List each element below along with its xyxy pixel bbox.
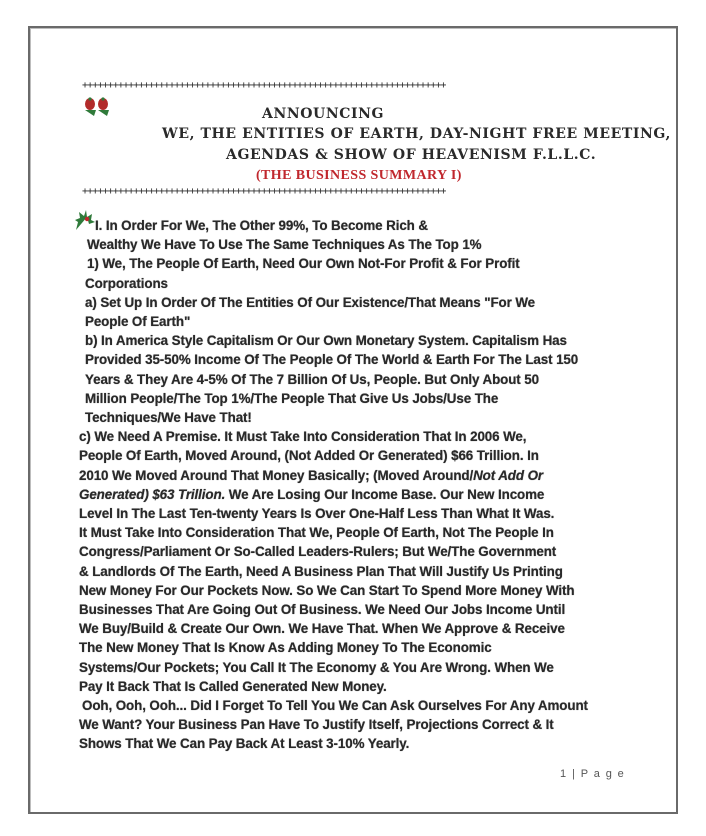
body-line: People Of Earth": [85, 314, 191, 330]
page-number: 1: [560, 768, 568, 780]
body-line: [79, 485, 639, 504]
body-line: & Landlords Of The Earth, Need A Business Plan That Will Justify Us Printing: [79, 563, 563, 579]
body-line: Pay It Back That Is Called Generated New Money.: [79, 678, 387, 694]
body-line-italic-part: Generated) $63 Trillion.: [79, 486, 226, 502]
body-line: People Of Earth, Moved Around, (Not Added Or Generated) $66 Trillion. In: [79, 448, 539, 464]
body-line: Shows That We Can Pay Back At Least 3-10% Yearly.: [79, 736, 410, 752]
body-line: [79, 466, 639, 485]
body-line: Systems/Our Pockets; You Call It The Economy & You Are Wrong. When We: [79, 659, 554, 675]
holly-ornament-icon: [82, 96, 116, 118]
body-line: New Money For Our Pockets Now. So We Can Start To Spend More Money With: [79, 582, 575, 598]
body-line: Level In The Last Ten-twenty Years Is Over One-Half Less Than What It Was.: [79, 506, 555, 522]
body-line-part: We Are Losing Our Income Base. Our New Income: [225, 486, 545, 502]
body-line: c) We Need A Premise. It Must Take Into Consideration That In 2006 We,: [79, 429, 527, 445]
footer-separator: |: [572, 768, 577, 780]
body-line: Years & They Are 4-5% Of The 7 Billion Of Us, People. But Only About 50: [85, 371, 539, 387]
body-line: Million People/The Top 1%/The People That Give Us Jobs/Use The: [85, 390, 499, 406]
body-line: a) Set Up In Order Of The Entities Of Our Existence/That Means "For We: [85, 294, 536, 310]
body-line: Corporations: [85, 275, 168, 291]
top-plus-rule: +++++++++++++++++++++++++++++++++++++++++++++++++++++++++++++++++++++++: [82, 80, 446, 91]
body-line: Techniques/We Have That!: [85, 410, 252, 426]
body-line: Businesses That Are Going Out Of Business. We Need Our Jobs Income Until: [79, 602, 566, 618]
header-agendas-line: AGENDAS & SHOW OF HEAVENISM F.L.L.C.: [226, 147, 597, 163]
page-footer: [560, 768, 625, 780]
bottom-plus-rule: +++++++++++++++++++++++++++++++++++++++++++++++++++++++++++++++++++++++: [82, 186, 446, 197]
header-entities-line: WE, THE ENTITIES OF EARTH, DAY-NIGHT FREE MEETING,: [162, 126, 671, 142]
body-line: We Want? Your Business Pan Have To Justify Itself, Projections Correct & It: [79, 717, 554, 733]
body-line: b) In America Style Capitalism Or Our Own Monetary System. Capitalism Has: [85, 333, 567, 349]
body-line: We Buy/Build & Create Our Own. We Have That. When We Approve & Receive: [79, 621, 565, 637]
business-summary-body: [79, 216, 639, 754]
body-line-part: 2010 We Moved Around That Money Basically; (Moved Around/: [79, 467, 474, 483]
body-line: Ooh, Ooh, Ooh... Did I Forget To Tell You We Can Ask Ourselves For Any Amount: [82, 698, 588, 714]
body-line: Wealthy We Have To Use The Same Techniques As The Top 1%: [87, 237, 482, 253]
body-line: Congress/Parliament Or So-Called Leaders-Rulers; But We/The Government: [79, 544, 557, 560]
body-line: It Must Take Into Consideration That We, People Of Earth, Not The People In: [79, 525, 554, 541]
body-line: I. In Order For We, The Other 99%, To Become Rich &: [95, 218, 428, 233]
header-announcing: ANNOUNCING: [262, 106, 385, 122]
footer-page-label: P a g e: [580, 768, 626, 780]
body-line: 1) We, The People Of Earth, Need Our Own Not-For Profit & For Profit: [87, 256, 520, 272]
body-line: The New Money That Is Know As Adding Money To The Economic: [79, 640, 492, 656]
header-business-summary: (THE BUSINESS SUMMARY I): [256, 168, 462, 183]
body-line: Provided 35-50% Income Of The People Of The World & Earth For The Last 150: [85, 352, 579, 368]
body-line-italic-part: Not Add Or: [473, 467, 544, 483]
